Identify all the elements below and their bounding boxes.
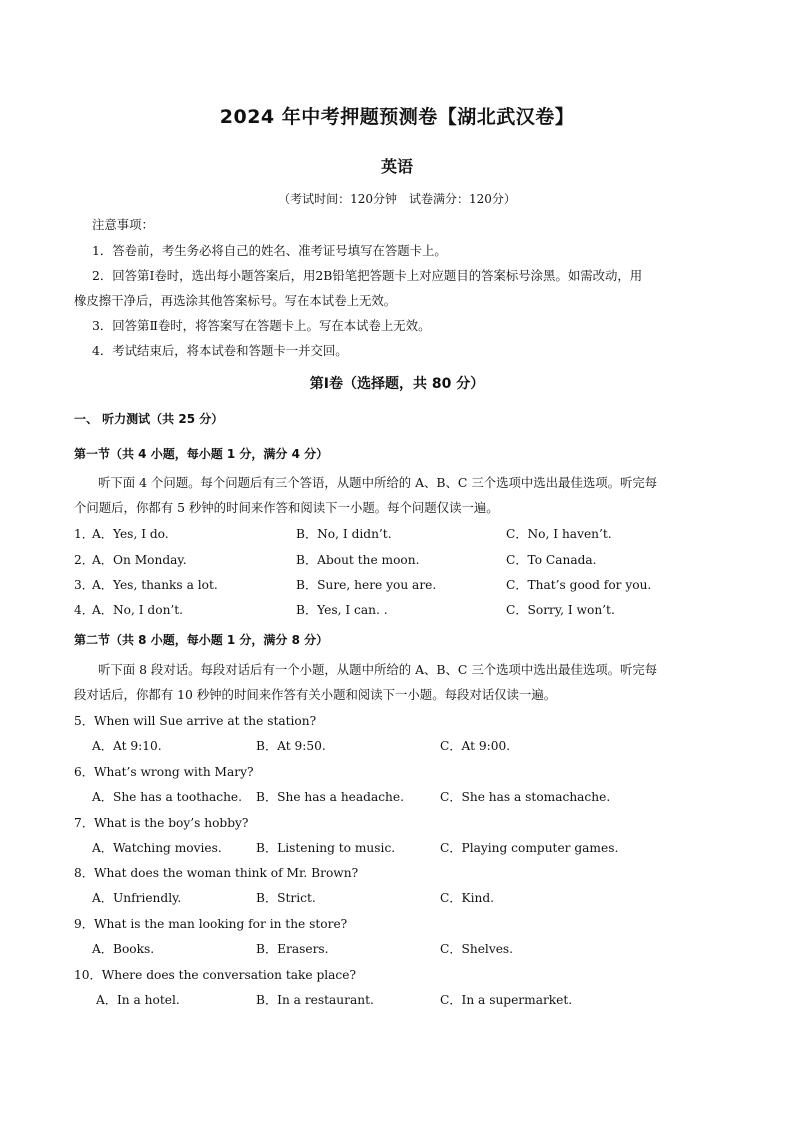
- part-one-heading: 第Ⅰ卷（选择题，共 80 分）: [309, 376, 485, 392]
- section1-instruction: 听下面 4 个问题。每个问题后有三个答语，从题中所给的 A、B、C 三个选项中选出最佳选项。听完每: [98, 475, 658, 490]
- option-c: C．Playing computer games.: [440, 841, 619, 855]
- note-item: 3．回答第Ⅱ卷时，将答案写在答题卡上。写在本试卷上无效。: [92, 318, 431, 333]
- option-c: C．Kind.: [440, 891, 495, 905]
- question-stem: 5．When will Sue arrive at the station?: [74, 714, 317, 728]
- question-stem: 8．What does the woman think of Mr. Brown?: [74, 866, 359, 880]
- option-a: A．Yes, thanks a lot.: [92, 578, 218, 592]
- question-number: 4．: [74, 603, 94, 617]
- question-number: 3．: [74, 578, 94, 592]
- note-item: 4．考试结束后，将本试卷和答题卡一并交回。: [92, 343, 348, 358]
- note-item: 1．答卷前，考生务必将自己的姓名、准考证号填写在答题卡上。: [92, 243, 447, 258]
- option-c: C．That’s good for you.: [506, 578, 652, 592]
- section1-heading: 第一节（共 4 小题，每小题 1 分，满分 4 分）: [74, 447, 329, 461]
- option-b: B．In a restaurant.: [256, 993, 374, 1007]
- subject-title: 英语: [380, 157, 413, 176]
- option-a: A．In a hotel.: [96, 993, 180, 1007]
- question-number: 1．: [74, 527, 94, 541]
- question-stem: 10．Where does the conversation take place?: [74, 968, 356, 982]
- option-a: A．Yes, I do.: [92, 527, 169, 541]
- option-c: C．She has a stomachache.: [440, 790, 611, 804]
- section2-heading: 第二节（共 8 小题，每小题 1 分，满分 8 分）: [74, 633, 329, 647]
- option-b: B．About the moon.: [296, 553, 420, 567]
- question-stem: 7．What is the boy’s hobby?: [74, 816, 249, 830]
- section2-instruction: 听下面 8 段对话。每段对话后有一个小题，从题中所给的 A、B、C 三个选项中选出最佳选项。听完每: [98, 662, 658, 677]
- option-b: B．She has a headache.: [256, 790, 404, 804]
- exam-time-info: （考试时间：120分钟 试卷满分：120分）: [278, 192, 516, 206]
- exam-title: 2024 年中考押题预测卷【湖北武汉卷】: [219, 106, 575, 128]
- listening-heading: 一、 听力测试（共 25 分）: [74, 412, 224, 426]
- option-c: C．Shelves.: [440, 942, 514, 956]
- question-stem: 6．What’s wrong with Mary?: [74, 765, 254, 779]
- option-b: B．No, I didn’t.: [296, 527, 392, 541]
- section1-instruction: 个问题后，你都有 5 秒钟的时间来作答和阅读下一小题。每个问题仅读一遍。: [74, 500, 499, 515]
- option-a: A．Books.: [92, 942, 155, 956]
- option-a: A．Unfriendly.: [92, 891, 182, 905]
- option-b: B．Listening to music.: [256, 841, 396, 855]
- option-a: A．She has a toothache.: [92, 790, 243, 804]
- option-c: C．No, I haven’t.: [506, 527, 612, 541]
- option-b: B．Sure, here you are.: [296, 578, 437, 592]
- section2-instruction: 段对话后，你都有 10 秒钟的时间来作答有关小题和阅读下一小题。每段对话仅读一遍。: [74, 687, 557, 702]
- note-item: 橡皮擦干净后，再选涂其他答案标号。写在本试卷上无效。: [74, 293, 397, 308]
- option-c: C．Sorry, I won’t.: [506, 603, 615, 617]
- option-a: A．No, I don’t.: [92, 603, 184, 617]
- notes-heading: 注意事项：: [92, 217, 154, 232]
- option-a: A．On Monday.: [92, 553, 187, 567]
- option-c: C．To Canada.: [506, 553, 597, 567]
- option-a: A．At 9:10.: [92, 739, 162, 753]
- question-number: 2．: [74, 553, 94, 567]
- question-stem: 9．What is the man looking for in the store?: [74, 917, 348, 931]
- option-c: C．In a supermarket.: [440, 993, 573, 1007]
- option-b: B．At 9:50.: [256, 739, 326, 753]
- option-b: B．Erasers.: [256, 942, 329, 956]
- option-a: A．Watching movies.: [92, 841, 222, 855]
- option-b: B．Yes, I can. .: [296, 603, 388, 617]
- option-c: C．At 9:00.: [440, 739, 511, 753]
- option-b: B．Strict.: [256, 891, 316, 905]
- note-item: 2．回答第Ⅰ卷时，选出每小题答案后，用2B铅笔把答题卡上对应题目的答案标号涂黑。如需改动，用: [92, 268, 643, 283]
